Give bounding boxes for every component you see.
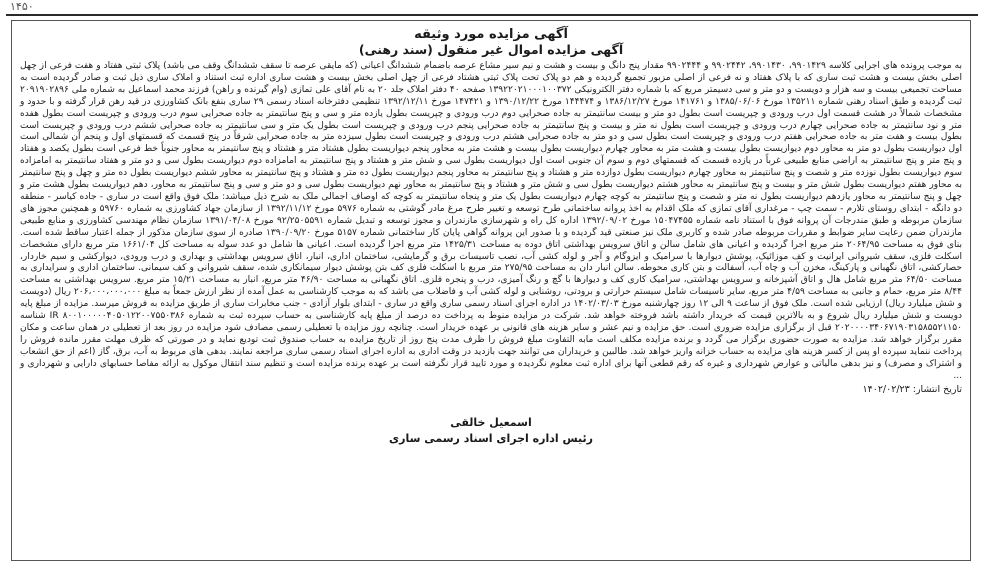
top-divider	[6, 14, 978, 16]
notice-title: آگهی مزایده مورد وثیقه	[414, 27, 568, 42]
publication-date: تاریخ انتشار: ۱۴۰۲/۰۲/۲۳	[862, 384, 962, 396]
signer-name: اسمعیل خالقی	[450, 416, 532, 430]
page-number: ۱۴۵۰	[10, 0, 34, 13]
signature-block	[20, 415, 962, 447]
auction-notice	[11, 20, 971, 561]
notice-body: به موجب پرونده های اجرایی کلاسه ۹۹۰۱۴۲۹، ۹۹۰۱۴۳۰، ۹۹۰۲۴۴۲ و ۹۹۰۲۴۴۴ مقدار پنج دانگ و بیست و هشت و نیم سیر مشاع عرصه باضمام ششدانگ اعیانی (که مایقی عرصه تا سقف ششدانگ وقف می باشد) پلاک ثبتی هفتاد و هفت فرعی از چهل اصلی بخش بیست و هشت ثبت ساری که با پلاک هفتاد و نه فرعی از اصلی مزبور تجمیع گردیده و هم دو پلاک تحت پلاک ثبتی هشتاد فرعی از چهل اصلی بخش بیست و هشت ساری اداره ثبت استناد و املاک ساری ذیل ثبت و صادر گردیده است به مساحت تجمیعی بیست و سه هزار و دویست و دو متر و سی دسیمتر مربع که با شماره دفتر الکترونیکی ۱۳۹۲۲۰۲۱۰۰۰۱۰۰۳۷۲ صفحه ۴۰ دفتر املاک جلد ۲۰ به نام آقای علی تمازی (وام گیرنده و راهن) فرزند محمد اسماعیل به شماره ملی ۲۰۹۱۹۰۲۸۹۶ ثبت گردیده و طبق اسناد رهنی شماره ۱۳۵۲۱۱ مورخ ۱۳۸۵/۰۶/۰۶ و ۱۴۱۷۶۱ مورخ ۱۳۸۶/۱۲/۲۷ و ۱۴۴۴۷۴ مورخ ۱۳۹۰/۱۲/۲۲ و ۱۴۷۴۲۱ مورخ ۱۳۹۲/۱۲/۱۱ تنظیمی دفترخانه اسناد رسمی ۲۹ ساری بنفع بانک کشاورزی در قید رهن قرار گرفته و با حدود و مشخصات شمالاً در هشت قسمت اول درب ورودی و چپریست است بطول دو متر و بیست سانتیمتر به جاده صحرایی دوم درب ورودی و چپریست بطول یازده متر و سی و پنج سانتیمتر به جاده صحرایی سوم درب ورودی و چپریست است بطول هفده متر و نود سانتیمتر به جاده صحرایی چهارم درب ورودی و چپریست است بطول نه متر و بیست و پنج سانتیمتر به جاده صحرایی پنجم درب ورودی و چپریست است بطول یک متر و سی سانتیمتر به جاده صحرایی ششم درب ورودی و چپریست است بطول بیست و هفت متر به جاده صحرایی هفتم درب ورودی و چپریست است بطول سی و دو متر به جاده صحرایی هشتم درب ورودی و چپریست است بطول سیزده متر به جاده صحرایی شرقاً در پنج قسمت که قسمتهای اول و پنجم آن شمالی است اول دیواریست بطول دو متر به محاور دوم دیواریست بطول بیست و هشت متر به محاور چهارم دیواریست بطول بیست و هشت متر به محاور پنجم دیواریست بطول هشتاد متر و هشتاد و پنج سانتیمتر به محاور جنوباً خط فرعی است بطول یکصد و هفتاد و پنج متر و پنج سانتیمتر به اراضی منابع طبیعی غرباً در یازده قسمت که قسمتهای دوم و سوم آن جنوبی است اول دیواریست بطول سی و شش متر و هشتاد و پنج سانتیمتر به امامزاده دوم دیواریست بطول سی و دو متر و هفتاد سانتیمتر به امامزاده سوم دیواریست بطول نوزده متر و شصت و پنج سانتیمتر به محاور چهارم دیواریست بطول دوازده متر و هشتاد و پنج سانتیمتر به محاور پنجم دیواریست بطول ده متر و هشتاد و پنج سانتیمتر به محاور ششم دیواریست بطول ده متر و چهل و پنج سانتیمتر به محاور هفتم دیواریست بطول شش متر و بیست و پنج سانتیمتر به محاور هشتم دیواریست بطول سی و شش متر و هشتاد و پنج سانتیمتر به محاور نهم دیواریست بطول سی و دو متر و سی و پنج سانتیمتر به محاور، دهم دیواریست بطول هشت متر و چهل و پنج سانتیمتر به محاور یازدهم دیواریست بطول نه متر و شصت و پنج سانتیمتر به کوچه چهارم دیواریست بطول یک متر و پنجاه سانتیمتر به کوچه که اوصاف اجمالی ملک به شرح ذیل میباشد: ملک فوق واقع است در ساری - جاده کیاسر - منطقه دو دانگه - ابتدای روستای تلارم - سمت چپ - مرغداری آقای تمازی که ملک اقدام به اخذ پروانه ساختمانی طرح توسعه و تغییر طرح مرغ مادر گوشتی به شماره ۵۹۷۶ مورخ ۱۳۹۲/۱۱/۱۲ از سازمان جهاد کشاورزی به شماره ۵۹۷۶۰ و همچنین مجوز های سازمان مربوطه و طبق مندرجات آن پروانه فوق با استناد نامه شماره ۱۵۰۴۷۴۵۵ مورخ ۱۳۹۲/۰۹/۰۲ اداره کل راه و شهرسازی مازندران و مجوز توسعه و تبدیل شماره ۹۲/۲۵۰۵۵۹۱ مورخ ۱۳۹۱/۰۴/۰۸ سازمان نظام مهندسی کشاورزی و منابع طبیعی مازندران ضمن رعایت سایر ضوابط و مقررات مربوطه صادر شده و کاربری ملک نیز صنعتی قید گردیده و با صدور این پروانه گواهی پایان کار ساختمانی شماره ۵۱۵۷ مورخ ۱۳۹۰/۰۹/۲۰ صادره از سوی سازمان مذکور از جمله اعتبار ساقط شده است. بنای فوق به مساحت ۲۰۶۴/۹۵ متر مربع اجرا گردیده و اعیانی های شامل سالن و اتاق سرویس بهداشتی اتاق دوده به مساحت ۱۴۲۵/۳۱ متر مربع اجرا گردیده است. اعیانی ها شامل دو عدد سوله به مساحت کل ۱۶۶۱/۰۴ متر مربع دارای مشخصات اسکلت فلزی، سقف شیروانی ایرانیت و کف موزائیک، پوشش دیوارها با سرامیک و ایزوگام و آجر و لوله کشی آب، نصب تاسیسات برق و گرمایشی، ساختمان اداری، انبار، اتاق سرویس بهداشتی و بهداری و درب ورودی، دیوارکشی و سیم خاردار، حصارکشی، اتاق نگهبانی و پارکینگ، مخزن آب و چاه آب، آسفالت و بتن کاری محوطه. سالن انبار دان به مساحت ۲۷۵/۹۵ متر مربع با اسکلت فلزی کف بتن پوشش دیوار سیمانکاری شده، سقف شیروانی و کف سیمانی. ساختمان اداری و سرایداری به مساحت ۶۴/۵۰ متر مربع شامل هال و اتاق آشپزخانه و سرویس بهداشتی، سرامیک کاری کف و دیوارها با گچ و رنگ آمیزی، درب و پنجره فلزی. اتاق نگهبانی به مساحت ۴۶/۹۰ متر مربع، انبار به مساحت ۱۵/۲۱ متر مربع. سرویس بهداشتی به مساحت ۸/۴۴ متر مربع، حمام و جانبی به مساحت ۴/۵۹ متر مربع، سایر تاسیسات شامل سیستم حرارتی و برودتی، روشنایی و لوله کشی آب و فاضلاب می باشد که به موجب کارشناسی به عمل آمده از نظر ارزش جمعاً به مبلغ ۲۰۶،۰۰۰،۰۰۰،۰۰۰ ریال (دویست و شش میلیارد ریال) ارزیابی شده است. ملک فوق از ساعت ۹ الی ۱۲ روز چهارشنبه مورخ ۱۴۰۲/۰۳/۰۳ در اداره اجرای اسناد رسمی ساری واقع در ساری - ابتدای بلوار آزادی - جنب مخابرات ساری از طریق مزایده به فروش میرسد. مزایده از مبلغ پایه دویست و شش میلیارد ریال شروع و به بالاترین قیمت که خریدار داشته باشد فروخته خواهد شد. شرکت در مزایده منوط به پرداخت ده درصد از مبلغ پایه کارشناسی به حساب سپرده ثبت به شماره IR ۸۰۰۱۰۰۰۰۰۴۰۵۰۱۲۲۰۰۷۵۵۰۳۸۶ شناسه ۲۰۲۰۰۰۰۳۴۰۶۷۱۹۰۳۱۵۸۵۵۲۱۱۵۰ قبل از برگزاری مزایده ضروری است. حق مزایده و نیم عشر و سایر هزینه های قانونی بر عهده خریدار است. چنانچه روز مزایده با تعطیلی رسمی مصادف شود مزایده در روز بعد از تعطیلی در همان ساعت و مکان مقرر برگزار خواهد شد. مزایده به صورت حضوری برگزار می گردد و برنده مزایده مکلف است مابه التفاوت مبلغ فروش را ظرف مدت پنج روز از تاریخ مزایده به حساب صندوق ثبت تودیع نماید و در صورتی که ظرف مهلت مقرر مانده فروش را پرداخت ننماید سپرده او پس از کسر هزینه های مزایده به حساب خزانه واریز خواهد شد. طالبین و خریداران می توانند جهت بازدید در وقت اداری به اداره اجرای اسناد رسمی ساری مراجعه نمایند. بدهی های مربوط به آب، برق، گاز (اعم از حق انشعاب و اشتراک و مصرف) و نیز بدهی مالیاتی و عوارض شهرداری و غیره که رقم قطعی آنها برای اداره ثبت معلوم نگردیده و مورد تایید قرار نگرفته است بر عهده برنده مزایده است و تنظیم سند انتقال موکول به ارائه مفاصا حسابهای دارایی و شهرداری و ...	[20, 61, 963, 381]
notice-subtitle: آگهی مزایده اموال غیر منقول (سند رهنی)	[358, 42, 624, 57]
signer-role: رئیس اداره اجرای اسناد رسمی ساری	[389, 432, 593, 446]
